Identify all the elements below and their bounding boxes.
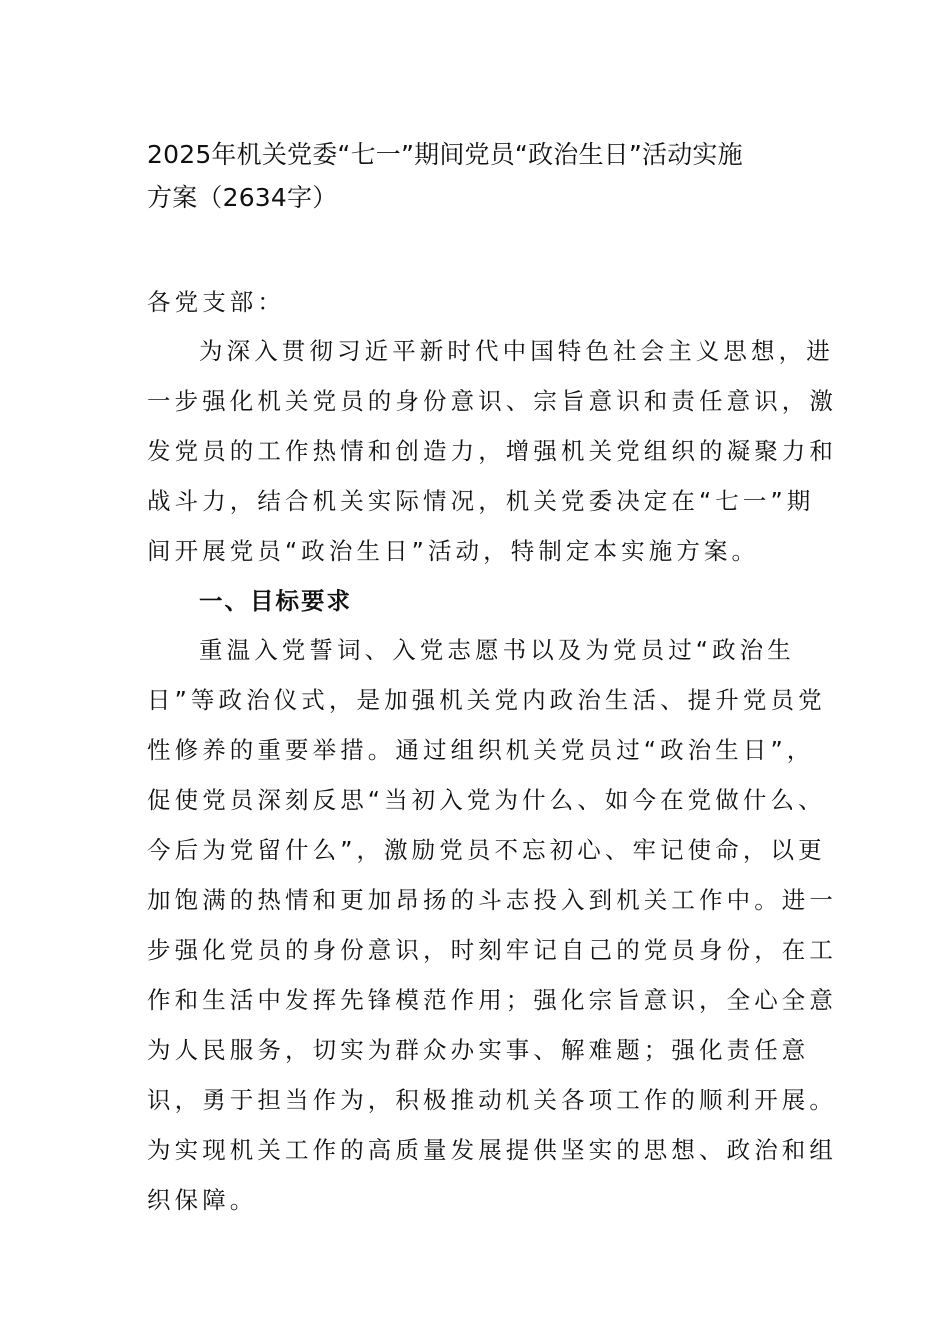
paragraph-line: 为实现机关工作的高质量发展提供坚实的思想、政治和组 <box>147 1136 837 1164</box>
salutation <box>147 277 807 327</box>
section-heading: 一、目标要求 <box>199 587 352 615</box>
paragraph-line: 促使党员深刻反思“当初入党为什么、如今在党做什么、 <box>147 786 826 814</box>
paragraph-line: 今后为党留什么”，激励党员不忘初心、牢记使命，以更 <box>147 836 826 864</box>
section-paragraph <box>147 625 837 1225</box>
paragraph-line: 加饱满的热情和更加昂扬的斗志投入到机关工作中。进一 <box>147 886 837 914</box>
paragraph-line: 识，勇于担当作为，积极推动机关各项工作的顺利开展。 <box>147 1086 837 1114</box>
paragraph-line: 重温入党誓词、入党志愿书以及为党员过“政治生 <box>199 636 795 664</box>
intro-paragraph <box>147 326 837 576</box>
paragraph-line: 步强化党员的身份意识，时刻牢记自己的党员身份，在工 <box>147 936 837 964</box>
paragraph-line: 发党员的工作热情和创造力，增强机关党组织的凝聚力和 <box>147 437 837 465</box>
salutation-text: 各党支部： <box>147 288 285 316</box>
document-title <box>147 133 817 219</box>
paragraph-line: 作和生活中发挥先锋模范作用；强化宗旨意识，全心全意 <box>147 986 837 1014</box>
title-line: 方案（2634字） <box>147 183 338 212</box>
paragraph-line: 为深入贯彻习近平新时代中国特色社会主义思想，进 <box>199 337 834 365</box>
paragraph-line: 一步强化机关党员的身份意识、宗旨意识和责任意识，激 <box>147 387 837 415</box>
paragraph-line: 性修养的重要举措。通过组织机关党员过“政治生日”， <box>147 736 815 764</box>
paragraph-line: 战斗力，结合机关实际情况，机关党委决定在“七一”期 <box>147 487 815 515</box>
paragraph-line: 织保障。 <box>147 1186 258 1214</box>
paragraph-line: 为人民服务，切实为群众办实事、解难题；强化责任意 <box>147 1036 810 1064</box>
paragraph-line: 间开展党员“政治生日”活动，特制定本实施方案。 <box>147 537 760 565</box>
title-line: 2025年机关党委“七一”期间党员“政治生日”活动实施 <box>147 140 743 169</box>
paragraph-line: 日”等政治仪式，是加强机关党内政治生活、提升党员党 <box>147 686 826 714</box>
